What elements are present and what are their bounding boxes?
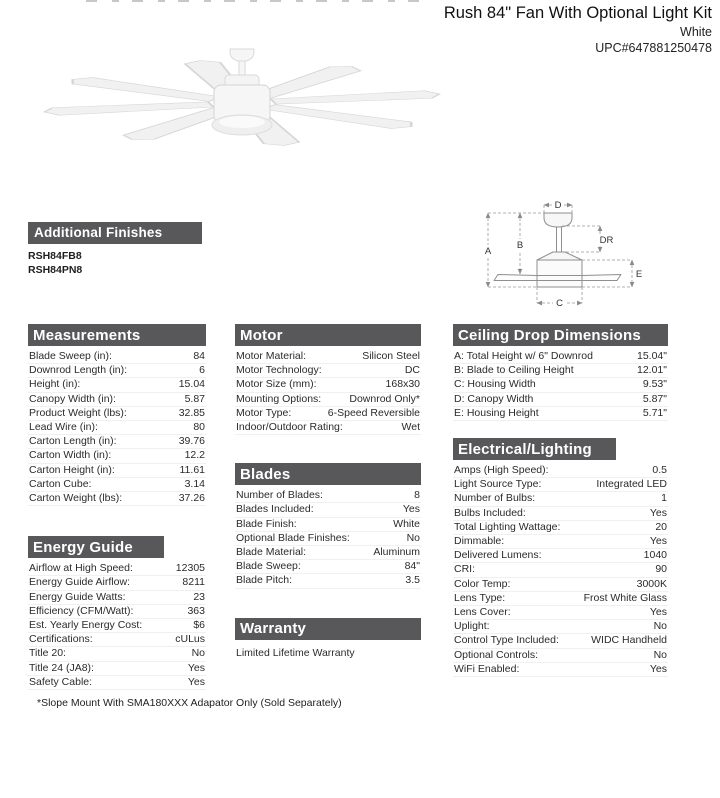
spec-label: B: Blade to Ceiling Height [454, 364, 574, 377]
spec-row [28, 576, 206, 590]
spec-label: D: Canopy Width [454, 392, 534, 405]
spec-label: Canopy Width (in): [29, 392, 116, 405]
spec-label: Indoor/Outdoor Rating: [236, 421, 343, 434]
spec-row [235, 574, 421, 588]
spec-label: Carton Cube: [29, 477, 92, 490]
spec-label: Carton Length (in): [29, 435, 117, 448]
spec-row [28, 393, 206, 407]
clipped-logo-artifact [86, 0, 422, 2]
spec-row [453, 492, 668, 506]
spec-row [28, 676, 206, 690]
spec-label: Blade Sweep (in): [29, 350, 112, 362]
spec-row [235, 489, 421, 503]
spec-value: DC [404, 364, 420, 377]
blades-section [235, 463, 421, 588]
spec-row [28, 619, 206, 633]
spec-row [453, 578, 668, 592]
additional-finishes-section [28, 222, 206, 277]
title-block [444, 3, 712, 56]
warranty-heading: Warranty [235, 618, 421, 640]
spec-label: Height (in): [29, 378, 81, 391]
spec-row [28, 378, 206, 392]
spec-label: Lead Wire (in): [29, 421, 98, 434]
spec-value: 6 [199, 364, 205, 377]
dim-label-b: B [516, 240, 524, 251]
spec-row [453, 563, 668, 577]
spec-row [28, 364, 206, 378]
spec-value: cULus [175, 633, 205, 646]
spec-value: 15.04 [178, 378, 205, 391]
spec-value: Yes [649, 606, 667, 619]
spec-label: Mounting Options: [236, 392, 322, 405]
spec-value: 11.61 [179, 463, 205, 476]
spec-value: Yes [649, 506, 667, 519]
spec-value: 5.87 [184, 392, 205, 405]
spec-row [453, 364, 668, 378]
spec-value: No [653, 620, 667, 633]
column-right [453, 324, 668, 677]
spec-label: Blade Finish: [236, 517, 297, 530]
spec-row [28, 449, 206, 463]
spec-row [453, 521, 668, 535]
dim-label-dr: DR [599, 235, 614, 246]
product-title: Rush 84" Fan With Optional Light Kit [443, 4, 712, 22]
spec-label: C: Housing Width [454, 378, 536, 391]
spec-value: 84 [193, 350, 205, 362]
spec-value: 12305 [175, 562, 205, 575]
spec-label: Title 20: [29, 647, 66, 660]
spec-label: Efficiency (CFM/Watt): [29, 604, 134, 617]
electrical-heading: Electrical/Lighting [453, 438, 616, 460]
additional-finishes-list [28, 249, 206, 277]
spec-row [235, 503, 421, 517]
spec-row [453, 663, 668, 677]
spec-row [235, 350, 421, 364]
spec-value: 20 [655, 520, 667, 533]
product-upc: UPC#647881250478 [595, 41, 712, 55]
spec-value: 90 [655, 563, 667, 576]
spec-value: Yes [649, 535, 667, 548]
diagram-fan-outline [494, 213, 621, 287]
motor-section [235, 324, 421, 435]
energy-guide-table [28, 562, 206, 690]
spec-label: Title 24 (JA8): [29, 661, 94, 674]
spec-label: Carton Width (in): [29, 449, 112, 462]
spec-value: White [393, 517, 420, 530]
spec-row [453, 592, 668, 606]
spec-row [235, 518, 421, 532]
spec-row [453, 378, 668, 392]
slope-mount-footnote: *Slope Mount With SMA180XXX Adapator Only (Sold Separately) [37, 697, 342, 709]
blades-heading: Blades [235, 463, 421, 485]
electrical-table [453, 464, 668, 677]
spec-row [453, 507, 668, 521]
ceiling-drop-diagram [470, 197, 650, 315]
spec-value: 84" [404, 560, 420, 573]
column-middle [235, 324, 421, 660]
spec-row [453, 606, 668, 620]
spec-label: Lens Cover: [454, 606, 511, 619]
spec-value: 5.87" [642, 392, 667, 405]
spec-row [28, 605, 206, 619]
ceiling-drop-heading: Ceiling Drop Dimensions [453, 324, 668, 346]
spec-row [235, 546, 421, 560]
ceiling-drop-section [453, 324, 668, 421]
spec-value: Yes [649, 662, 667, 675]
spec-label: Motor Type: [236, 406, 292, 419]
spec-label: Uplight: [454, 620, 490, 633]
spec-value: Aluminum [373, 546, 420, 559]
spec-label: Blades Included: [236, 503, 314, 516]
spec-label: Certifications: [29, 633, 93, 646]
spec-value: Downrod Only* [349, 392, 420, 405]
spec-row [453, 620, 668, 634]
spec-label: Energy Guide Watts: [29, 590, 126, 603]
dim-label-e: E [635, 269, 643, 280]
spec-row [453, 634, 668, 648]
spec-value: Integrated LED [596, 478, 667, 491]
spec-row [235, 560, 421, 574]
spec-row [453, 464, 668, 478]
spec-label: Control Type Included: [454, 634, 559, 647]
spec-value: 363 [187, 604, 205, 617]
spec-row [28, 435, 206, 449]
energy-guide-heading: Energy Guide [28, 536, 164, 558]
spec-value: 9.53" [642, 378, 667, 391]
spec-row [453, 407, 668, 421]
spec-row [235, 364, 421, 378]
measurements-table [28, 350, 206, 506]
spec-label: Delivered Lumens: [454, 549, 542, 562]
spec-label: Number of Blades: [236, 489, 323, 502]
warranty-section [235, 618, 421, 660]
spec-label: Airflow at High Speed: [29, 562, 133, 575]
spec-value: 3000K [636, 577, 667, 590]
spec-row [28, 647, 206, 661]
spec-value: 39.76 [178, 435, 205, 448]
spec-label: Est. Yearly Energy Cost: [29, 619, 143, 632]
spec-value: 23 [193, 590, 205, 603]
spec-row [235, 532, 421, 546]
spec-row [235, 407, 421, 421]
spec-row [28, 478, 206, 492]
electrical-section [453, 438, 668, 677]
dim-label-d: D [554, 200, 562, 211]
spec-value: 1040 [643, 549, 667, 562]
spec-label: Optional Controls: [454, 648, 539, 661]
spec-label: WiFi Enabled: [454, 662, 520, 675]
energy-guide-section [28, 536, 206, 690]
spec-row [453, 478, 668, 492]
spec-value: 8211 [182, 576, 205, 589]
spec-label: Dimmable: [454, 535, 505, 548]
spec-label: Motor Size (mm): [236, 378, 317, 391]
spec-value: Yes [402, 503, 420, 516]
spec-value: 80 [193, 421, 205, 434]
spec-label: Safety Cable: [29, 675, 93, 688]
spec-value: 37.26 [178, 492, 205, 505]
spec-value: Yes [187, 675, 205, 688]
spec-row [453, 549, 668, 563]
spec-label: Carton Weight (lbs): [29, 492, 123, 505]
spec-value: 3.5 [405, 574, 420, 587]
spec-row [28, 350, 206, 364]
column-left [28, 324, 206, 690]
spec-value: 5.71" [642, 406, 667, 419]
spec-label: Bulbs Included: [454, 506, 526, 519]
additional-finishes-heading: Additional Finishes [28, 222, 202, 244]
spec-label: Motor Technology: [236, 364, 322, 377]
spec-row [453, 535, 668, 549]
finish-code: RSH84PN8 [28, 264, 83, 276]
spec-value: 1 [661, 492, 667, 505]
spec-label: Downrod Length (in): [29, 364, 128, 377]
spec-value: No [191, 647, 205, 660]
spec-label: Light Source Type: [454, 478, 542, 491]
spec-label: A: Total Height w/ 6" Downrod [454, 350, 593, 362]
motor-heading: Motor [235, 324, 421, 346]
spec-row [235, 378, 421, 392]
spec-label: Total Lighting Wattage: [454, 520, 561, 533]
spec-label: Amps (High Speed): [454, 464, 549, 477]
spec-row [28, 633, 206, 647]
spec-label: Color Temp: [454, 577, 511, 590]
spec-value: Wet [401, 421, 420, 434]
spec-value: 15.04" [636, 350, 667, 362]
spec-value: 168x30 [385, 378, 420, 391]
spec-value: 3.14 [184, 477, 205, 490]
spec-value: No [406, 531, 420, 544]
spec-row [453, 350, 668, 364]
spec-value: 12.01" [636, 364, 667, 377]
motor-table [235, 350, 421, 435]
spec-label: Blade Sweep: [236, 560, 301, 573]
measurements-heading: Measurements [28, 324, 206, 346]
dim-label-a: A [484, 246, 492, 257]
spec-value: 12.2 [184, 449, 205, 462]
spec-label: Lens Type: [454, 591, 506, 604]
spec-label: Blade Material: [236, 546, 307, 559]
product-finish: White [680, 25, 712, 39]
spec-value: 6-Speed Reversible [327, 406, 420, 419]
spec-value: 32.85 [178, 406, 205, 419]
dim-label-c: C [556, 298, 563, 309]
spec-row [235, 393, 421, 407]
spec-value: Yes [187, 661, 205, 674]
spec-row [28, 662, 206, 676]
spec-value: 0.5 [652, 464, 667, 477]
blades-table [235, 489, 421, 588]
spec-row [28, 407, 206, 421]
spec-label: CRI: [454, 563, 475, 576]
spec-row [235, 421, 421, 435]
spec-row [453, 393, 668, 407]
fan-product-image [20, 42, 480, 154]
spec-label: Blade Pitch: [236, 574, 293, 587]
spec-label: Energy Guide Airflow: [29, 576, 130, 589]
spec-label: Optional Blade Finishes: [236, 531, 350, 544]
spec-value: No [653, 648, 667, 661]
ceiling-drop-table [453, 350, 668, 421]
spec-row [28, 562, 206, 576]
spec-row [28, 421, 206, 435]
spec-label: Motor Material: [236, 350, 307, 362]
warranty-text: Limited Lifetime Warranty [236, 646, 355, 659]
spec-label: E: Housing Height [454, 406, 539, 419]
spec-row [453, 649, 668, 663]
spec-label: Product Weight (lbs): [29, 406, 127, 419]
spec-value: $6 [193, 619, 205, 632]
spec-value: Frost White Glass [583, 591, 667, 604]
spec-row [28, 591, 206, 605]
spec-label: Number of Bulbs: [454, 492, 536, 505]
spec-row [28, 464, 206, 478]
spec-value: Silicon Steel [362, 350, 420, 362]
measurements-section [28, 324, 206, 506]
finish-code: RSH84FB8 [28, 250, 82, 262]
spec-value: 8 [414, 489, 420, 502]
spec-row [28, 492, 206, 506]
spec-value: WIDC Handheld [591, 634, 667, 647]
spec-label: Carton Height (in): [29, 463, 115, 476]
